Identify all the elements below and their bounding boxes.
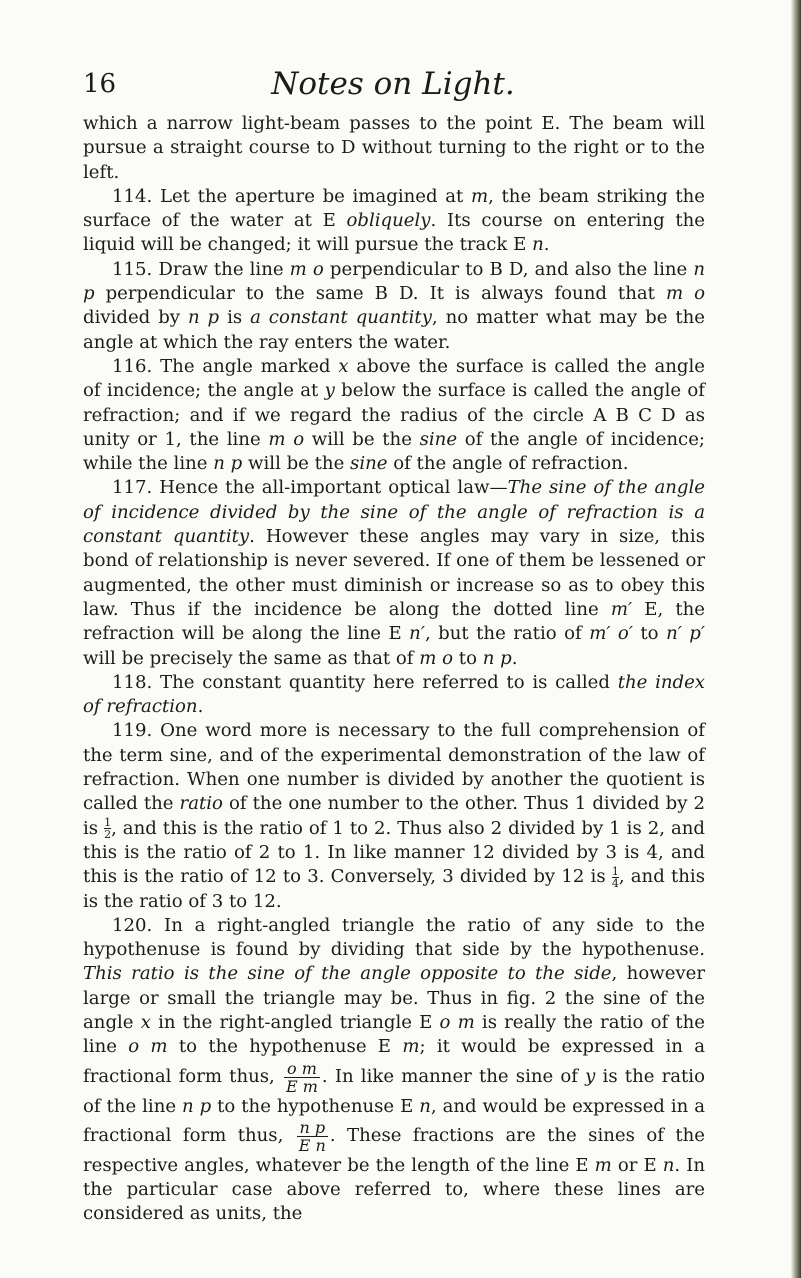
- paragraph-text: 116. The angle marked x above the surface is called the angle of incidence; the angle at y below the surface is called the angle of refraction; and if we regard the radius of the circle A B C D as unity or 1, the line m o will be the sine of the angle of incidence; while the line n p will be the sine of the angle of refraction.: [83, 355, 705, 475]
- paragraph-text: 118. The constant quantity here referred to is called the index of refraction.: [83, 671, 705, 718]
- fraction: $\frac{1}{4}$: [611, 864, 619, 890]
- paragraph-115: [83, 258, 705, 355]
- fraction: $\frac{\text{o m}}{\text{E m}}$: [285, 1058, 318, 1096]
- paragraph-text: 120. In a right-angled triangle the ratio of any side to the hypothenuse is found by dividing that side by the hypothenuse. This ratio is the sine of the angle opposite to the side, however large or small the triangle may be. Thus in fig. 2 the sine of the angle x in the right-angled triangle E o m is really the ratio of the line o m to the hypothenuse E m; it would be expressed in a fractional form thus, $\frac{\text{o m}}{\text{E m}}$ . In like manner the sine of y is the ratio of the line n p to the hypothenuse E n, and would be expressed in a fractional form thus, $\frac{\text{n p}}{\text{E n}}$ . These fractions are the sines of the respective angles, whatever be the length of the line E m or E n. In the particular case above referred to, where these lines are considered as units, the: [83, 914, 706, 1225]
- paragraph-continuation: [83, 112, 705, 185]
- paragraph-text: 119. One word more is necessary to the full comprehension of the term sine, and of the experimental demonstration of the law of refraction. When one number is divided by another the quotient is called the ratio of the one number to the other. Thus 1 divided by 2 is $\frac{1}{2}$ , and this is the ratio of 1 to 2. Thus also 2 divided by 1 is 2, and this is the ratio of 2 to 1. In like manner 12 divided by 3 is 4, and this is the ratio of 12 to 3. Conversely, 3 divided by 12 is $\frac{1}{4}$ , and this is the ratio of 3 to 12.: [83, 720, 706, 912]
- paragraph-117: [83, 476, 705, 670]
- body-text: [83, 112, 705, 1227]
- paragraph-text: which a narrow light-beam passes to the point E. The beam will pursue a straight course to D without turning to the right or to the left.: [83, 113, 705, 183]
- paragraph-120: [83, 914, 705, 1227]
- page-header: [83, 64, 703, 104]
- paragraph-114: [83, 185, 705, 258]
- paragraph-text: 114. Let the aperture be imagined at m, the beam striking the surface of the water at E obliquely. Its course on entering the liquid will be changed; it will pursue the track E n.: [83, 185, 705, 256]
- paragraph-116: [83, 355, 705, 476]
- paragraph-118: [83, 671, 705, 720]
- fraction: $\frac{1}{2}$: [104, 816, 112, 842]
- paragraph-119: [83, 719, 705, 913]
- page-number: 16: [83, 69, 117, 99]
- page-edge-shadow: [791, 0, 801, 1278]
- fraction: $\frac{\text{n p}}{\text{E n}}$: [298, 1117, 326, 1155]
- running-head: Notes on Light.: [271, 66, 515, 102]
- paragraph-text: 117. Hence the all-important optical law—The sine of the angle of incidence divided by the sine of the angle of refraction is a constant quantity. However these angles may vary in size, this bond of relationship is never severed. If one of them be lessened or augmented, the other must diminish or increase so as to obey this law. Thus if the incidence be along the dotted line m′ E, the refraction will be along the line E n′, but the ratio of m′ o′ to n′ p′ will be precisely the same as that of m o to n p.: [83, 477, 706, 669]
- paragraph-text: 115. Draw the line m o perpendicular to B D, and also the line n p perpendicular to the same B D. It is always found that m o divided by n p is a constant quantity, no matter what may be the angle at which the ray enters the water.: [83, 258, 706, 353]
